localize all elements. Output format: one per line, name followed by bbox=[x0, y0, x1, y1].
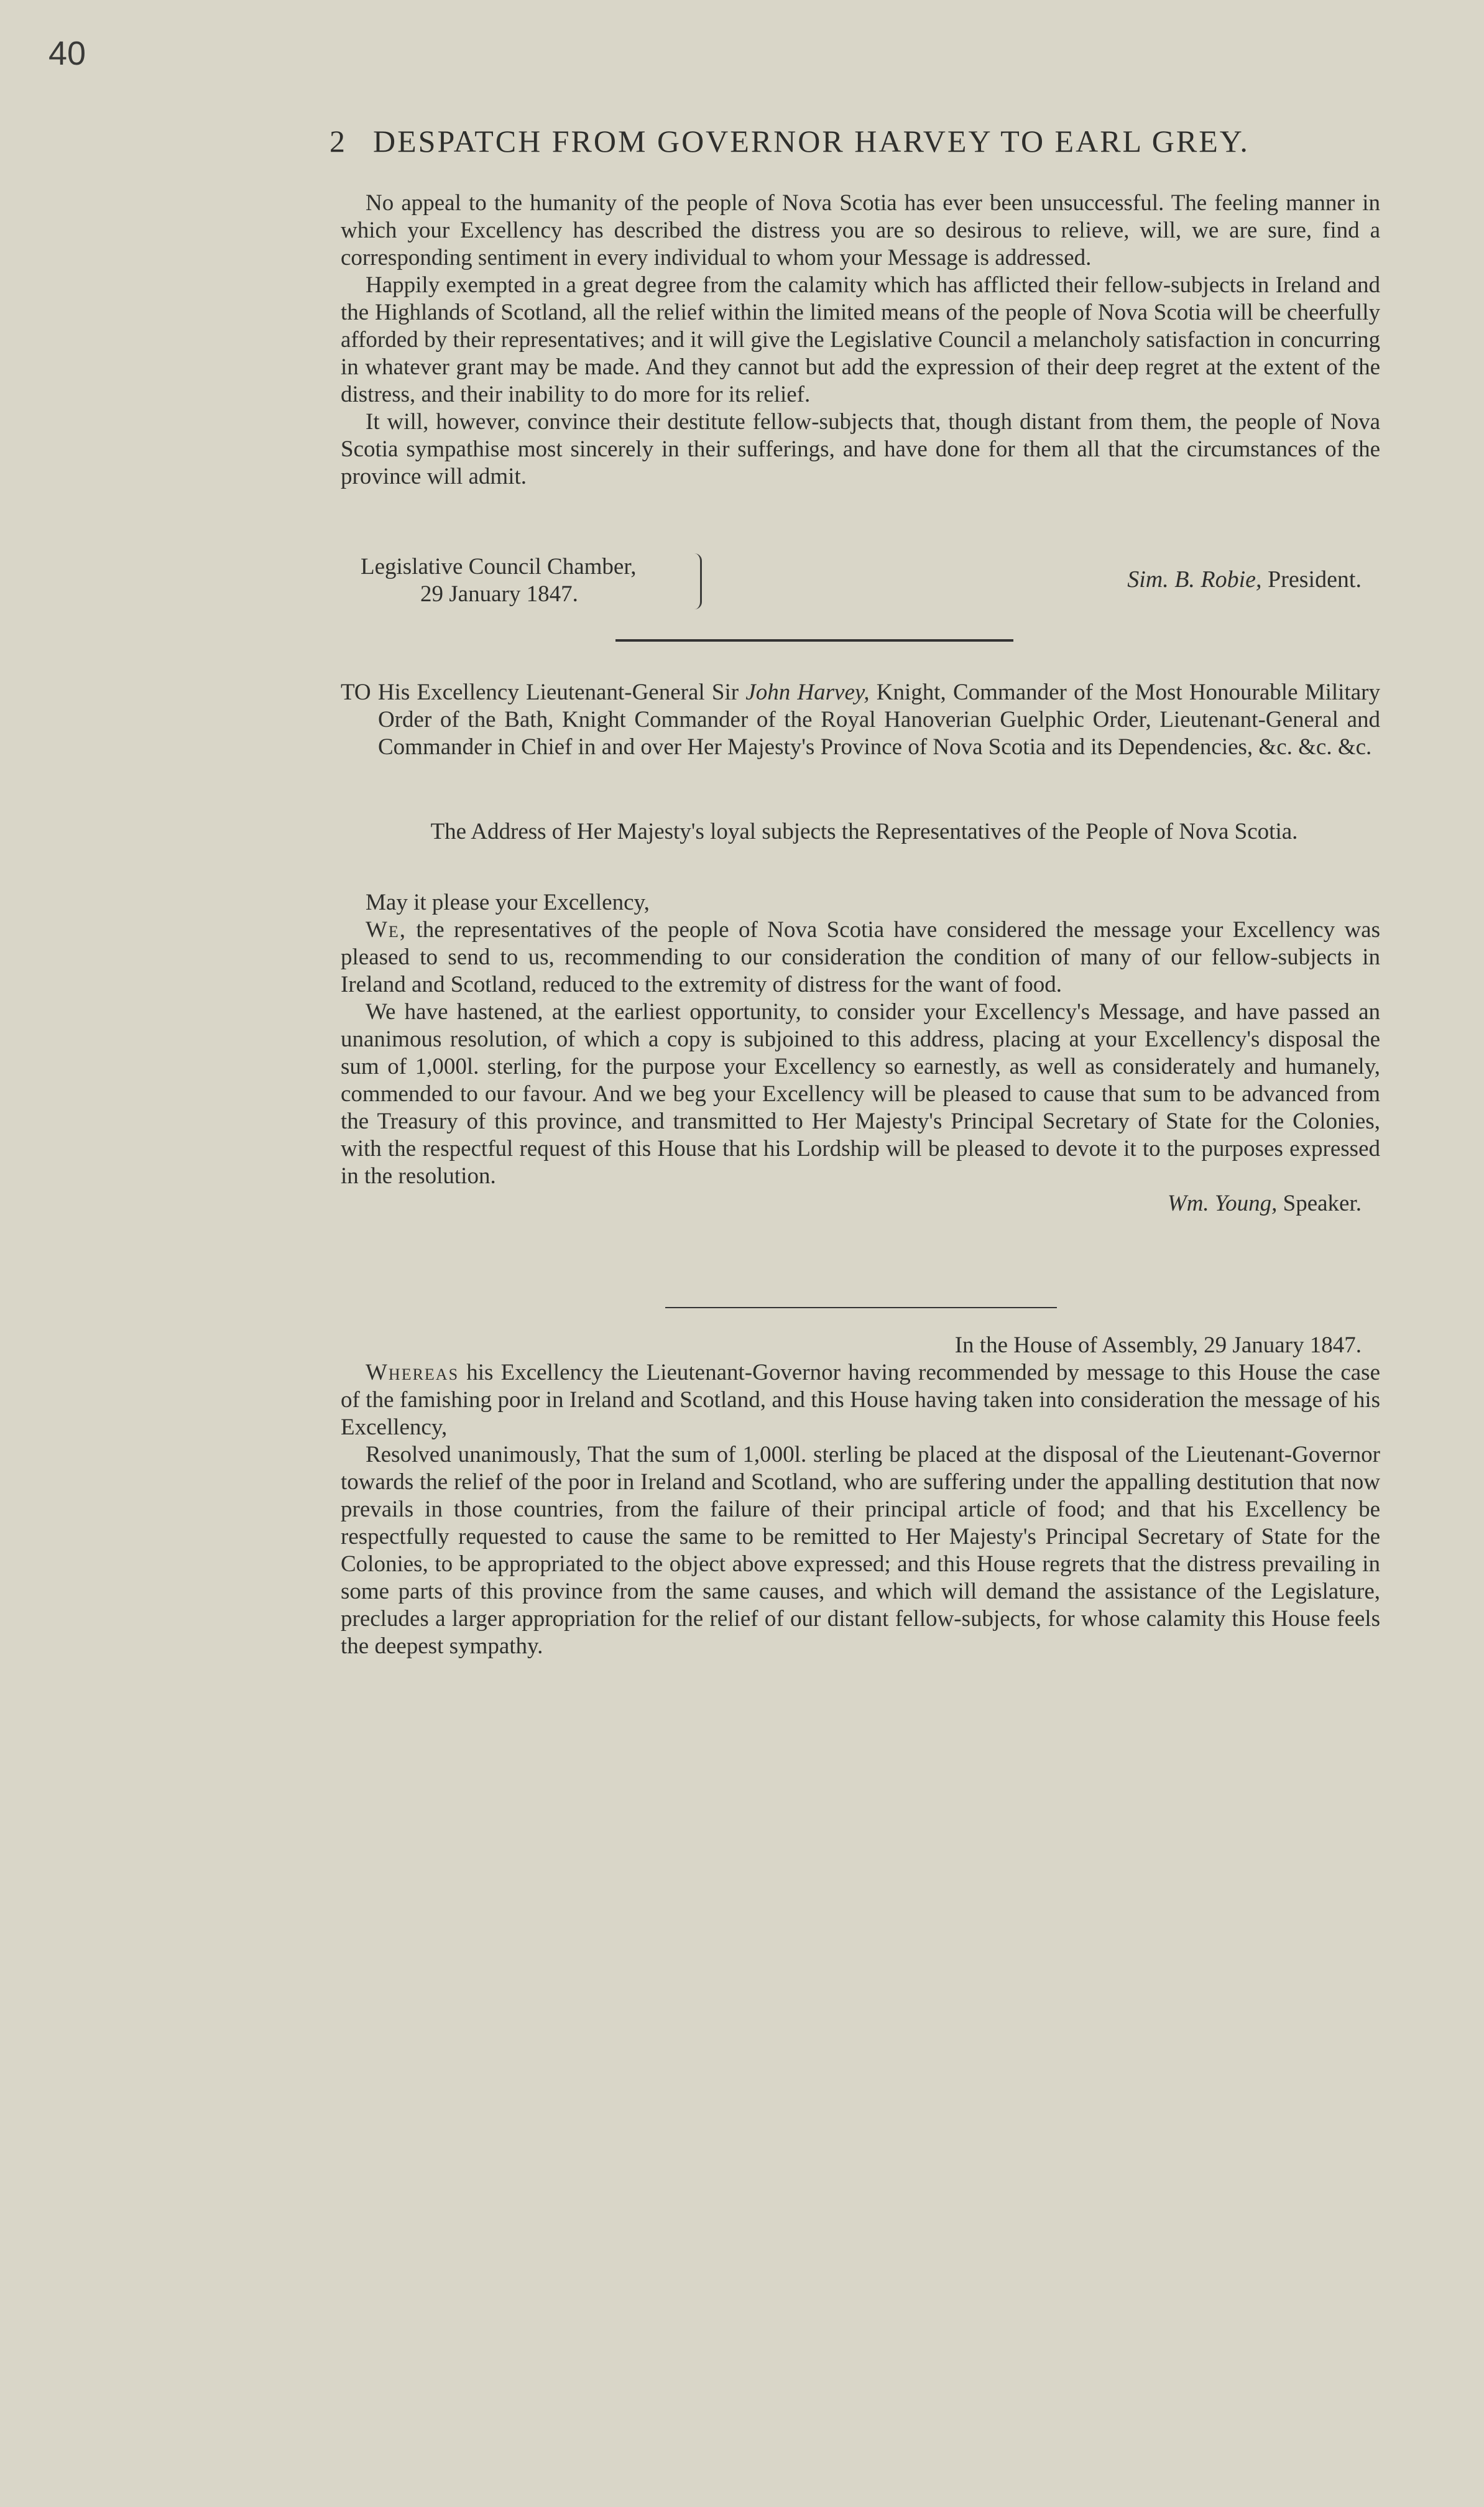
address-signer bbox=[341, 1190, 1380, 1217]
page-number: 40 bbox=[48, 35, 86, 72]
recipient-name: John Harvey, bbox=[745, 680, 870, 705]
running-header bbox=[330, 123, 1386, 159]
address-title-block bbox=[385, 818, 1343, 846]
address-paragraph-1 bbox=[341, 916, 1380, 999]
brace-mark bbox=[691, 553, 702, 609]
resolution-p1-rest: his Excellency the Lieutenant-Governor having recommended by message to this House the case of the famishing poor in Ireland and Scotland, and this House having taken into consideration the message of his Excellency, bbox=[341, 1360, 1380, 1440]
resolution bbox=[341, 1332, 1380, 1660]
resolution-paragraph-1 bbox=[341, 1359, 1380, 1441]
address-title: The Address of Her Majesty's loyal subjects the Representatives of the People of Nova Scotia. bbox=[430, 819, 1298, 844]
address-body bbox=[341, 889, 1380, 1217]
council-signer bbox=[1127, 566, 1362, 593]
council-place: Legislative Council Chamber, bbox=[361, 554, 637, 579]
resolution-dateline: In the House of Assembly, 29 January 1847. bbox=[954, 1332, 1362, 1358]
council-reply bbox=[341, 190, 1380, 491]
council-paragraph-3: It will, however, convince their destitute fellow-subjects that, though distant from them, the people of Nova Scotia sympathise most sincerely in their sufferings, and have done for them all that the circumstances of the province will admit. bbox=[341, 409, 1380, 489]
council-place-date bbox=[361, 553, 636, 608]
address-signer-name: Wm. Young, bbox=[1167, 1191, 1278, 1216]
resolution-p1-lead: Whereas bbox=[366, 1360, 459, 1385]
address-paragraph-2: We have hastened, at the earliest opportunity, to consider your Excellency's Message, and have passed an unanimous resolution, of which a copy is subjoined to this address, placing at your Excellency's disposal the sum of 1,000l. sterling, for the purpose your Excellency so earnestly, as well as considerately and humanely, commended to our favour. And we beg your Excellency will be pleased to cause that sum to be advanced from the Treasury of this province, and transmitted to Her Majesty's Principal Secretary of State for the Colonies, with the respectful request of this House that his Lordship will be pleased to devote it to the purposes expressed in the resolution. bbox=[341, 999, 1380, 1189]
council-signature-block bbox=[341, 553, 1380, 616]
address-p1-lead: We, bbox=[366, 917, 407, 943]
address-p1-rest: the representatives of the people of Nova Scotia have considered the message your Excellency was pleased to send to us, recommending to our consideration the condition of many of our fellow-subjects in Ireland and Scotland, reduced to the extremity of distress for the want of food. bbox=[341, 917, 1380, 997]
recipient-rest: Knight, Commander of the Most Honourable Military Order of the Bath, Knight Commander of the Royal Hanoverian Guelphic Order, Lieutenant-General and Commander in Chief in and over Her Majesty's Province of Nova Scotia and its Dependencies, &c. &c. &c. bbox=[378, 680, 1380, 760]
council-date: 29 January 1847. bbox=[420, 581, 578, 607]
recipient-text bbox=[341, 679, 1380, 761]
council-paragraph-2: Happily exempted in a great degree from the calamity which has afflicted their fellow-subjects in Ireland and the Highlands of Scotland, all the relief within the limited means of the people of Nova Scotia will be cheerfully afforded by their representatives; and it will give the Legislative Council a melancholy satisfaction in concurring in whatever grant may be made. And they cannot but add the expression of their deep regret at the extent of the distress, and their inability to do more for its relief. bbox=[341, 272, 1380, 407]
section-divider-1 bbox=[615, 639, 1013, 642]
recipient-prefix: TO His Excellency Lieutenant-General Sir bbox=[341, 680, 746, 705]
address-signer-title: Speaker. bbox=[1283, 1191, 1362, 1216]
resolution-paragraph-2: Resolved unanimously, That the sum of 1,000l. sterling be placed at the disposal of the Lieutenant-Governor towards the relief of the poor in Ireland and Scotland, who are suffering under the appalling destitution that now prevails in those countries, from the failure of their principal article of food; and that his Excellency be respectfully requested to cause the same to be remitted to Her Majesty's Principal Secretary of State for the Colonies, to be appropriated to the object above expressed; and this House regrets that the distress prevailing in some parts of this province from the same causes, and which will demand the assistance of the Legislature, precludes a larger appropriation for the relief of our distant fellow-subjects, for whose calamity this House feels the deepest sympathy. bbox=[341, 1442, 1380, 1659]
header-number: 2 bbox=[330, 124, 347, 159]
section-divider-2 bbox=[665, 1307, 1057, 1308]
council-signer-title: President. bbox=[1268, 566, 1362, 593]
council-signer-name: Sim. B. Robie, bbox=[1127, 566, 1262, 593]
address-recipient bbox=[341, 679, 1380, 761]
header-title: DESPATCH FROM GOVERNOR HARVEY TO EARL GREY. bbox=[373, 124, 1250, 159]
council-paragraph-1: No appeal to the humanity of the people of Nova Scotia has ever been unsuccessful. The feeling manner in which your Excellency has described the distress you are so desirous to relieve, will, we are sure, find a corresponding sentiment in every individual to whom your Message is addressed. bbox=[341, 190, 1380, 270]
address-salutation: May it please your Excellency, bbox=[366, 890, 650, 915]
